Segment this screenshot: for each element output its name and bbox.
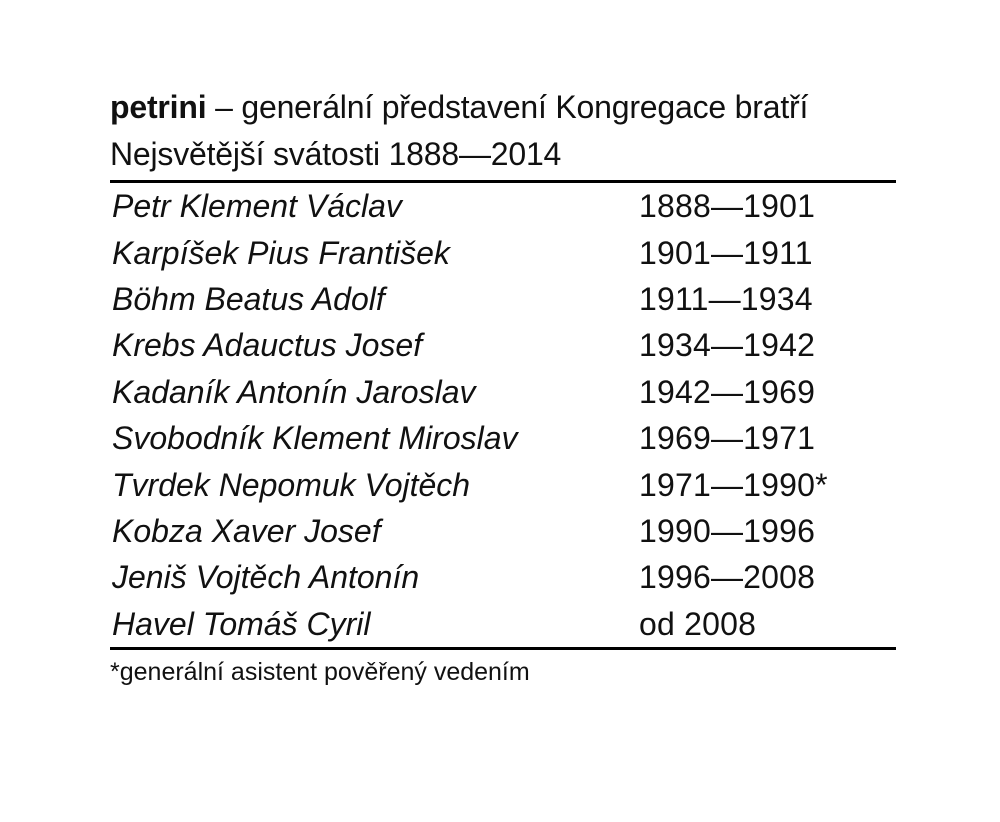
title-bold-term: petrini: [110, 89, 207, 125]
table-row: [110, 461, 896, 507]
title-line-2: Nejsvětější svátosti 1888—2014: [110, 136, 562, 172]
table-row: [110, 508, 896, 554]
table-row: [110, 369, 896, 415]
table-row: [110, 415, 896, 461]
superiors-table: [110, 183, 896, 647]
term-years: 1934—1942: [639, 327, 816, 364]
superior-name: Havel Tomáš Cyril: [112, 605, 371, 642]
term-years: 1971—1990*: [639, 466, 828, 503]
superior-name: Svobodník Klement Miroslav: [112, 420, 518, 457]
document-title: [110, 84, 896, 178]
superior-name: Kadaník Antonín Jaroslav: [112, 373, 476, 410]
table-row: [110, 229, 896, 275]
superior-name: Petr Klement Václav: [112, 188, 402, 225]
term-years: 1901—1911: [639, 234, 813, 271]
term-years: 1969—1971: [639, 420, 816, 457]
term-years: 1990—1996: [639, 512, 816, 549]
table-row: [110, 554, 896, 600]
superior-name: Jeniš Vojtěch Antonín: [112, 559, 420, 596]
footnote: *generální asistent pověřený vedením: [110, 657, 530, 686]
superior-name: Kobza Xaver Josef: [112, 512, 381, 549]
superior-name: Karpíšek Pius František: [112, 234, 450, 271]
document: [110, 84, 896, 690]
term-years: 1996—2008: [639, 559, 816, 596]
table-row: [110, 322, 896, 368]
table-row: [110, 183, 896, 229]
term-years: 1942—1969: [639, 373, 816, 410]
superior-name: Böhm Beatus Adolf: [112, 280, 385, 317]
table-bottom-rule: [110, 647, 896, 650]
term-years: 1888—1901: [639, 188, 816, 225]
term-years: 1911—1934: [639, 280, 813, 317]
table-row: [110, 601, 896, 647]
title-line-1-rest: – generální představení Kongregace bratří: [206, 89, 809, 125]
table-row: [110, 276, 896, 322]
superior-name: Tvrdek Nepomuk Vojtěch: [112, 466, 471, 503]
superior-name: Krebs Adauctus Josef: [112, 327, 423, 364]
term-years: od 2008: [639, 605, 757, 642]
